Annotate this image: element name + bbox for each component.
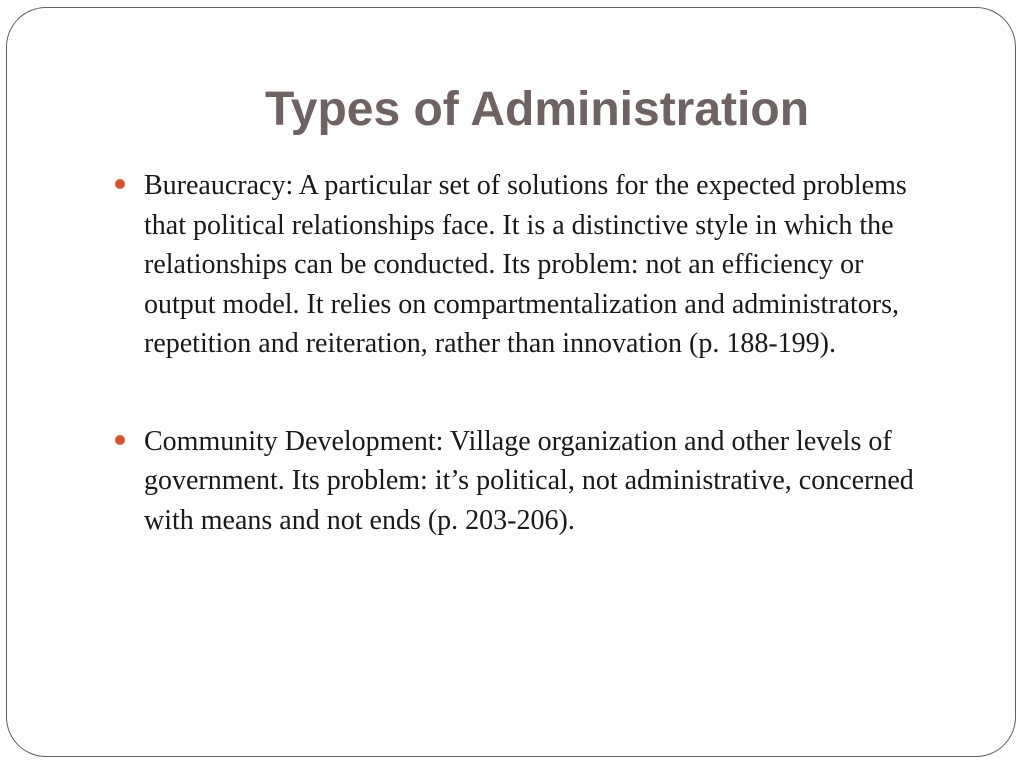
- bullet-item-community-development: [112, 422, 942, 541]
- bullet-dot-icon: [115, 435, 125, 445]
- slide-title: Types of Administration: [264, 83, 810, 136]
- bullet-item-bureaucracy: [112, 166, 942, 364]
- bullet-term: Bureaucracy:: [144, 170, 294, 201]
- bullet-term: Community Development:: [144, 425, 444, 457]
- bullet-list: [112, 166, 942, 598]
- bullet-text: Village organization and other levels of government. Its problem: it’s political, not administrative, concerned with means and not ends (p. 203-206).: [144, 425, 914, 536]
- bullet-text: A particular set of solutions for the expected problems that political relationships face. It is a distinctive style in which the relationships can be conducted. Its problem: not an efficiency or output model. It relies on compartmentalization and administrators, repetition and reiteration, rather than innovation (p. 188-199).: [144, 170, 907, 359]
- bullet-dot-icon: [115, 179, 125, 189]
